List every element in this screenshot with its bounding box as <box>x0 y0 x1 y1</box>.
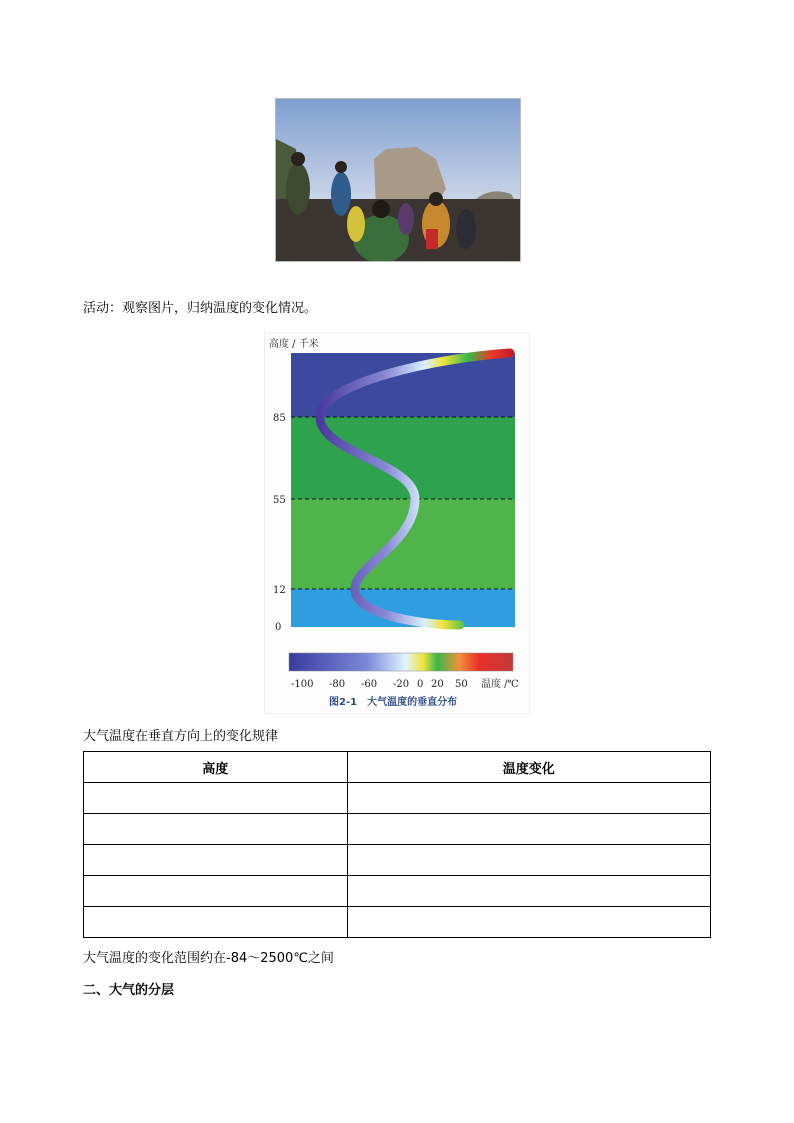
table-cell[interactable] <box>347 814 710 845</box>
y-tick-12: 12 <box>273 585 286 596</box>
table-cell[interactable] <box>84 907 348 938</box>
temperature-color-scale <box>289 653 513 671</box>
temperature-profile-chart <box>265 333 529 713</box>
x-tick: 50 <box>455 679 468 690</box>
y-tick-0: 0 <box>275 622 282 633</box>
table-cell[interactable] <box>84 845 348 876</box>
temperature-change-table <box>83 751 711 938</box>
figure-caption: 图2-1 大气温度的垂直分布 <box>329 697 458 708</box>
section-heading: 二、大气的分层 <box>83 983 175 998</box>
table-cell[interactable] <box>347 783 710 814</box>
y-tick-55: 55 <box>273 495 286 506</box>
x-tick: -60 <box>361 679 378 690</box>
table-cell[interactable] <box>347 876 710 907</box>
table-header-row <box>84 752 711 783</box>
table-row <box>84 876 711 907</box>
y-tick-85: 85 <box>273 413 286 424</box>
atmosphere-temperature-figure <box>264 332 530 714</box>
header-temperature-change: 温度变化 <box>347 752 710 783</box>
y-axis-label: 高度 / 千米 <box>269 339 319 350</box>
activity-instruction: 活动：观察图片，归纳温度的变化情况。 <box>83 301 318 316</box>
x-tick: 20 <box>431 679 444 690</box>
stratosphere-band <box>291 499 515 589</box>
table-cell[interactable] <box>84 814 348 845</box>
header-height: 高度 <box>84 752 348 783</box>
table-row <box>84 907 711 938</box>
table-row <box>84 845 711 876</box>
table-cell[interactable] <box>347 845 710 876</box>
x-tick: -20 <box>393 679 410 690</box>
table-cell[interactable] <box>84 783 348 814</box>
summit-photo <box>275 98 521 262</box>
table-title: 大气温度在垂直方向上的变化规律 <box>83 729 279 744</box>
table-row <box>84 783 711 814</box>
x-tick: -80 <box>329 679 346 690</box>
x-tick: -100 <box>291 679 314 690</box>
table-cell[interactable] <box>84 876 348 907</box>
summit-photo-image <box>276 99 520 261</box>
x-axis-unit: 温度 /℃ <box>481 679 519 690</box>
x-tick: 0 <box>417 679 424 690</box>
temperature-range-text: 大气温度的变化范围约在-84～2500℃之间 <box>83 951 334 966</box>
table-row <box>84 814 711 845</box>
table-cell[interactable] <box>347 907 710 938</box>
